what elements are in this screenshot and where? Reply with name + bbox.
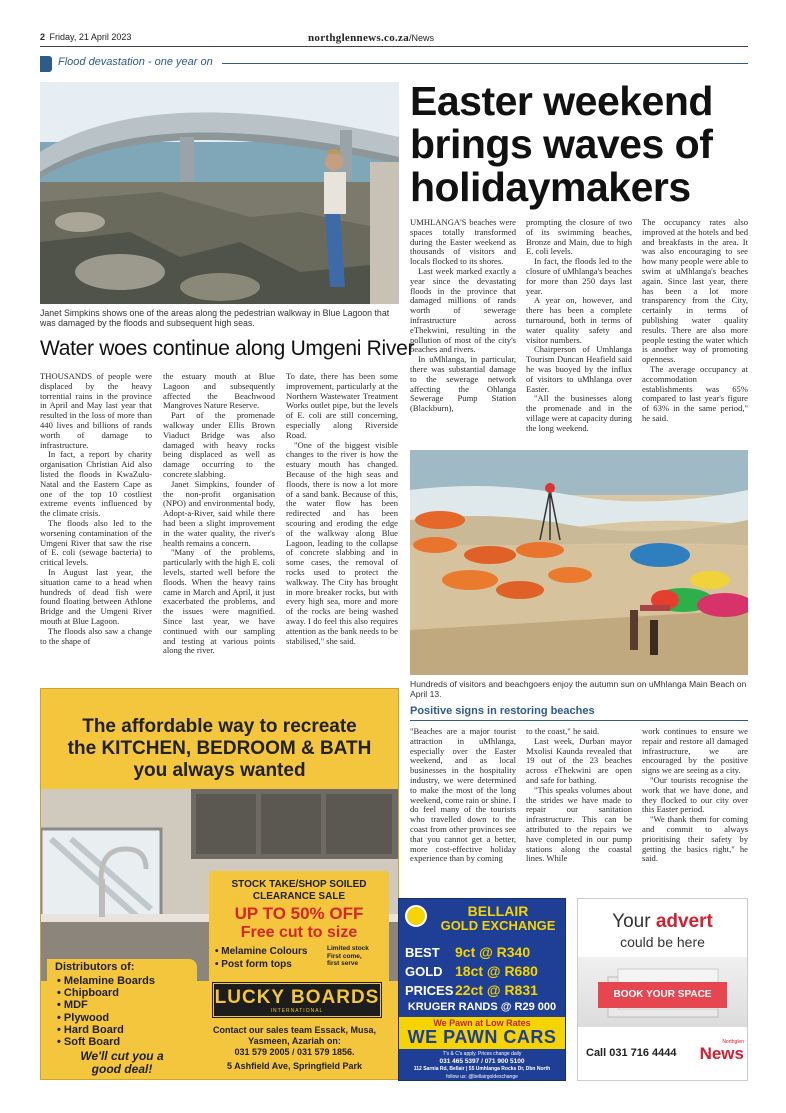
story2-col1-p2: Last week marked exactly a year since the devastating floods in the province that damaged millions of rands worth of sewerage infrastructure across eThekwini, resulting in the pollution of most of the city's beaches and rivers. — [410, 265, 516, 355]
bridge-photo-caption: Janet Simpkins shows one of the areas along the pedestrian walkway in Blue Lagoon that was damaged by the floods and subsequent high seas. — [40, 308, 390, 328]
story2-sub-col3-p1: work continues to ensure we repair and restore all damaged infrastructure, we are encouraged by the positive signs we are seeing as a city. — [642, 727, 748, 776]
story2-sub-col2-p3: "This speaks volumes about the strides we have made to repair our sanitation infrastructure. This can be attributed to the repairs we have completed in our pump stations along the coastal lines. While — [526, 784, 632, 864]
house-ad-line2: could be here — [620, 934, 705, 950]
story2-sub-col1 — [410, 727, 516, 879]
story2-col2-p1: prompting the closure of two of its swimming beaches, Bronze and Main, due to high E. coli levels. — [526, 218, 632, 257]
house-ad-call[interactable]: Call 031 716 4444 — [586, 1047, 677, 1059]
page-header — [40, 32, 748, 44]
distributor-label: Hard Board — [63, 1023, 124, 1036]
logo-text: LUCKY BOARDS — [214, 987, 380, 1008]
site-url[interactable] — [308, 32, 434, 44]
bellair-social[interactable]: follow us: @bellairgoldexchange — [446, 1074, 518, 1080]
story1-col1-p2: In fact, a report by charity organisation Christian Aid also listed the floods in KwaZulu-Natal and the Eastern Cape as one of the top 10 costliest extreme events influenced by the climate crisis. — [40, 449, 152, 519]
banner-tab-icon — [40, 56, 52, 72]
distributor-label: Plywood — [63, 1011, 110, 1024]
contact-line-2: Yasmeen, Azariah on: — [248, 1036, 341, 1046]
bellair-address: 112 Sarnia Rd, Bellair | 55 Umhlanga Rocks Dr, Dbn North — [413, 1066, 551, 1072]
cut-slogan-1: We'll cut you a — [80, 1049, 164, 1063]
story2-sub-col2-p1: to the coast," he said. — [526, 727, 600, 736]
bellair-phones[interactable]: 031 465 5397 / 071 900 5100 — [439, 1058, 525, 1065]
story1-col1-p3: The floods also led to the worsening contamination of the Umgeni River that saw the rise of E. coli (sewage bacteria) to critical levels. — [40, 517, 152, 568]
lucky-boards-logo — [211, 981, 383, 1019]
kruger-rands: KRUGER RANDS @ R29 000 — [407, 1001, 557, 1013]
header-rule — [40, 46, 748, 47]
pawn-cars: WE PAWN CARS — [407, 1027, 557, 1047]
distributor-item: • Plywood — [57, 1011, 110, 1024]
story2-col2-p5: "All the businesses along the promenade and in the village were at capacity during the long weekend. — [526, 393, 632, 433]
distributor-item: • MDF — [57, 999, 88, 1012]
story2-col3-p2: The average occupancy at accommodation establishments was 65% compared to last year's figure of 63% in the same period," he said. — [642, 363, 748, 423]
distributors-box — [47, 959, 197, 1077]
beach-photo-caption: Hundreds of visitors and beachgoers enjoy the autumn sun on uMhlanga Main Beach on April 13. — [410, 679, 747, 699]
story2-col3-p1: The occupancy rates also improved at the hotels and bed and breakfasts in the area. It was also encouraging to see how many people were able to swim at uMhlanga's beaches again. Since last year, there has been a lot more transparency from the City, certainly in terms of publishing water quality results. There are also more people testing the water which is another way of promoting openness. — [642, 218, 748, 365]
story2-sub-col1-p1: "Beaches are a major tourist attraction in uMhlanga, especially over the Easter weekend, and as local businesses in the hospitality industry, we were determined to make the most of the long weekend, come rain or shine. I do feel many of the tourists who travelled down to the coast from other provinces see that you cannot get a better, more cost-effective holiday experience than by coming — [410, 727, 516, 864]
story1-col2-p4: "Many of the problems, particularly with the high E. coli levels, started well before the floods. When the heavy rains came in March and April, it just exacerbated the problems, and the issues were magnified. Since last year, we have continued with our sampling and testing at various points along the river. — [163, 547, 275, 656]
ad-headline-1: The affordable way to recreate — [82, 716, 357, 737]
page-date: Friday, 21 April 2023 — [49, 32, 132, 42]
story2-sub-col2 — [526, 727, 632, 879]
contact-address: 5 Ashfield Ave, Springfield Park — [226, 1061, 363, 1071]
distributor-label: Soft Board — [63, 1036, 121, 1049]
story1-col2-p2: Part of the promenade walkway under Ellis Brown Viaduct Bridge was also damaged with heavy rocks being displaced as well as damage occurring to the concrete slabbing. — [163, 410, 275, 479]
price-row-18ct — [405, 962, 565, 981]
your-text: Your — [612, 911, 651, 932]
beach-photo — [410, 450, 748, 675]
logo-top-text: Northglen — [722, 1039, 744, 1045]
bellair-logo-icon — [405, 905, 427, 927]
pawn-small: We Pawn at Low Rates — [433, 1018, 531, 1028]
bullet-melamine-text: Melamine Colours — [221, 946, 308, 957]
price-label: GOLD — [405, 964, 443, 979]
price-label: PRICES — [405, 983, 454, 998]
banner-label: Flood devastation - one year on — [58, 56, 213, 68]
ad-headline-3: you always wanted — [133, 760, 306, 781]
bellair-title-1: BELLAIR — [467, 903, 529, 919]
subhead-rule — [410, 720, 748, 721]
sale-title-1: STOCK TAKE/SHOP SOILED — [231, 879, 367, 890]
story1-col3-p2: "One of the biggest visible changes to the river is how the estuary mouth has changed. Because of the high seas and floods, there is now a lot more of a sand bank. Because of this, the water flow has been redirected and has been scouring and eroding the edge of the walkway along Blue Lagoon, leading to the collapse of concrete slabbing and in some cases, the removal of rocks used to protect the walkway. The City has brought in more breaker rocks, but with every high sea, more and more of the rocks are being washed away. I do feel this also requires attention as the bank needs to be stabilised," she said. — [286, 439, 398, 646]
distributor-label: Chipboard — [63, 987, 119, 1000]
story2-col1-p3: In uMhlanga, in particular, there was substantial damage to the sewerage network affecting the Ohlanga Sewerage Pump Station (Blackburn), — [410, 354, 516, 414]
distributors-title: Distributors of: — [55, 961, 135, 973]
discount-text: UP TO 50% OFF — [234, 904, 364, 923]
story1-col2-p3: Janet Simpkins, founder of the non-profit organisation (NPO) and environmental body, Adopt-a-River, said while there had been a slight improvement in the water quality, the river's health remains a concern. — [163, 478, 275, 548]
limited-stock-text: Limited stock First come, first serve — [327, 945, 369, 967]
story1-col1-p5: The floods also saw a change to the shape of — [40, 625, 152, 646]
story2-sub-col3-p2: "Our tourists recognise the work that we have done, and they flocked to our city over this Easter period. — [642, 774, 748, 815]
story1-headline: Water woes continue along Umgeni River — [40, 337, 415, 360]
distributors-list — [57, 975, 155, 1048]
story2-sub-col2-p2: Last week, Durban mayor Mxolisi Kaunda revealed that 19 out of the 23 beaches across eThekwini are open and safe for bathing. — [526, 735, 632, 785]
bridge-photo-illustration — [40, 82, 399, 304]
house-advert[interactable] — [577, 898, 748, 1081]
bridge-photo — [40, 82, 399, 304]
logo-main-text: News — [699, 1044, 744, 1063]
distributor-item: • Chipboard — [57, 987, 119, 1000]
free-cut-text: Free cut to size — [240, 924, 358, 941]
site-name: northglennews.co.za — [308, 32, 410, 44]
logo-subtext: INTERNATIONAL — [270, 1008, 324, 1014]
section-banner — [40, 55, 748, 73]
story1-col2 — [163, 372, 275, 686]
book-your-space-button[interactable]: BOOK YOUR SPACE — [598, 982, 727, 1008]
story1-col1-p4: In August last year, the situation came to a head when hundreds of dead fish were found floating between Athlone Bridge and the Umgeni River mouth at Blue Lagoon. — [40, 566, 152, 626]
site-section: /News — [409, 33, 435, 43]
price-label: BEST — [405, 945, 440, 960]
northglen-news-logo — [696, 1039, 744, 1069]
banner-rule — [222, 63, 748, 64]
story2-sub-col3-p3: "We thank them for coming and commit to always prioritising their safety by getting the basics right," he said. — [642, 814, 748, 864]
beach-photo-illustration — [410, 450, 748, 675]
bellair-fine-1: T's & C's apply. Prices change daily — [442, 1051, 522, 1057]
house-ad-line1 — [578, 911, 747, 933]
story2-col2-p4: Chairperson of Umhlanga Tourism Duncan Heafield said he was buoyed by the influx of visitors to uMhlanga over Easter. — [526, 344, 632, 394]
distributor-label: MDF — [63, 999, 88, 1012]
price-value: 22ct @ R831 — [455, 982, 538, 998]
price-table — [405, 943, 565, 1000]
story1-col1 — [40, 372, 152, 686]
distributor-item: • Soft Board — [57, 1036, 121, 1049]
lucky-boards-ad[interactable] — [40, 688, 399, 1080]
distributor-label: Melamine Boards — [63, 975, 156, 987]
distributor-item: • Hard Board — [57, 1023, 124, 1036]
contact-line-1: Contact our sales team Essack, Musa, — [212, 1025, 377, 1035]
price-value: 18ct @ R680 — [455, 963, 538, 979]
story2-col1-p1: UMHLANGA'S beaches were spaces totally transformed during the Easter weekend as thousands of visitors and locals flocked to its shores. — [410, 218, 516, 267]
distributor-item: • Melamine Boards — [57, 975, 156, 987]
bellair-gold-ad[interactable] — [398, 898, 566, 1081]
bullet-postform-text: Post form tops — [221, 959, 292, 970]
story2-col2-p2: In fact, the floods led to the closure of uMhlanga's beaches for more than 250 days last year. — [526, 256, 632, 296]
story2-sub-col3 — [642, 727, 748, 879]
price-value: 9ct @ R340 — [455, 944, 531, 960]
sale-title-2: CLEARANCE SALE — [252, 891, 346, 902]
story2-headline: Easter weekend brings waves of holidaymakers — [410, 78, 713, 210]
contact-phones[interactable]: 031 579 2005 / 031 579 1856. — [234, 1047, 355, 1057]
story1-col1-p1: THOUSANDS of people were displaced by the heavy torrential rains in the province in April and May last year that resulted in the loss of more than 440 lives and billions of rands worth of damage to infrastructure. — [40, 372, 152, 450]
story1-col2-p1: the estuary mouth at Blue Lagoon and subsequently affected the Beachwood Mangroves Nature Reserve. — [163, 372, 275, 411]
bullet-postform: • Post form tops — [215, 959, 292, 970]
page-number: 2 — [40, 32, 46, 42]
bullet-melamine: • Melamine Colours — [215, 946, 308, 957]
story2-col1 — [410, 218, 516, 448]
advert-text: advert — [655, 911, 713, 932]
bellair-title-2: GOLD EXCHANGE — [440, 918, 556, 933]
price-row-22ct — [405, 981, 565, 1000]
story2-col2 — [526, 218, 632, 448]
story2-col2-p3: A year on, however, and there has been a complete turnaround, both in terms of water quality safety and visitor numbers. — [526, 295, 632, 345]
story2-col3 — [642, 218, 748, 448]
story1-col3 — [286, 372, 398, 686]
pawn-banner — [399, 1017, 565, 1049]
ad-headline-2: the KITCHEN, BEDROOM & BATH — [67, 738, 372, 759]
story1-col3-p1: To date, there has been some improvement, particularly at the Northern Wastewater Treatment Works outlet pipe, but the levels of E. coli are still concerning, especially along Riverside Road. — [286, 372, 398, 440]
price-row-9ct — [405, 943, 565, 962]
story2-subhead: Positive signs in restoring beaches — [410, 705, 595, 717]
cut-slogan-2: good deal! — [91, 1062, 153, 1076]
